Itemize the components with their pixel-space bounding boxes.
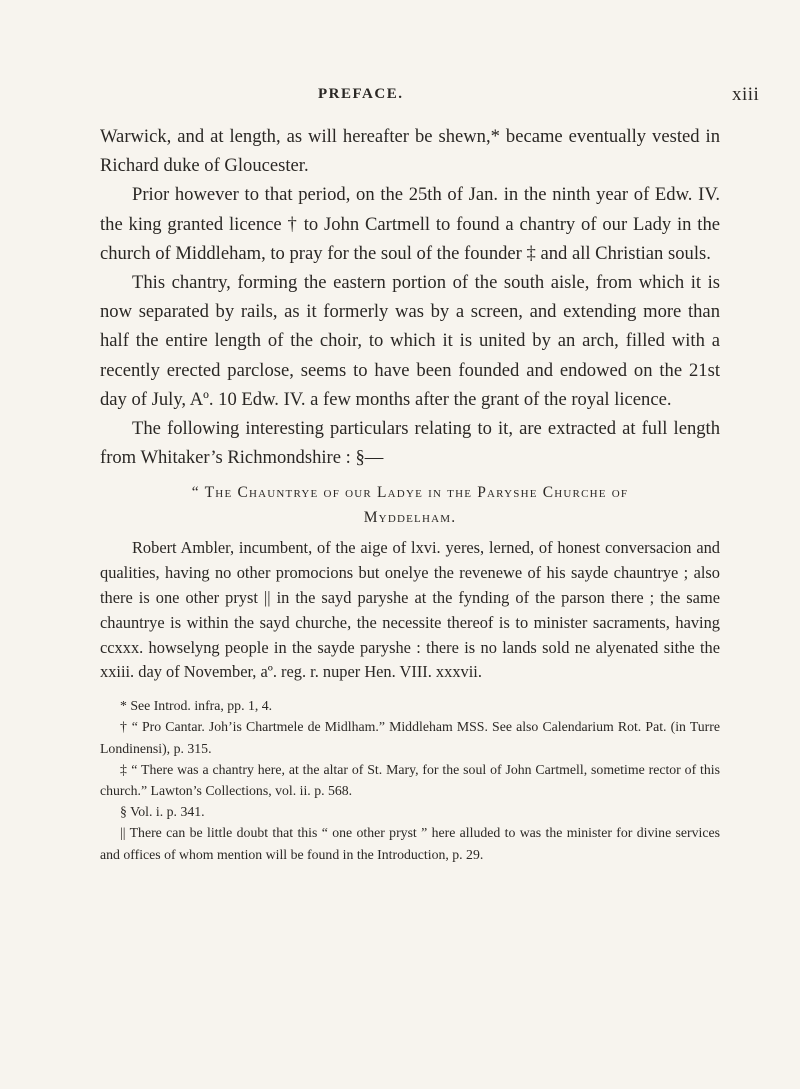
quoted-record-text: Robert Ambler, incumbent, of the aige of lxvi. yeres, lerned, of honest conversacion and qualities, having no other promocions but onelye the revenewe of his sayde chauntrye ; also there is one other pryst || in the sayd paryshe at the fynding of the parson there ; the same chauntrye is within the sayd churche, the necessite thereof is to minister sacraments, having ccxxx. howselyng people in the sayde paryshe : there is no lands sold ne alyenated sithe the xxiii. day of November, aº. reg. r. nuper Hen. VIII. xxxvii. xyxy=(100,538,720,682)
paragraph-4: The following interesting particulars relating to it, are extracted at full length from Whitaker’s Richmondshire : §— xyxy=(100,418,720,469)
page-number: xiii xyxy=(732,84,760,105)
footnotes xyxy=(100,695,720,865)
quoted-heading xyxy=(100,480,720,530)
footnote-3: ‡ “ There was a chantry here, at the altar of St. Mary, for the soul of John Cartmell, sometime rector of this church.” Lawton’s Collections, vol. ii. p. 568. xyxy=(100,761,720,799)
paragraph-3: This chantry, forming the eastern portion of the south aisle, from which it is now separated by rails, as it formerly was by a screen, and extending more than half the entire length of the choir, to which it is united by an arch, filled with a recently erected parclose, seems to have been founded and endowed on the 21st day of July, Aº. 10 Edw. IV. a few months after the grant of the royal licence. xyxy=(100,272,720,410)
quoted-heading-line-2: Myddelham. xyxy=(363,509,457,527)
running-title: PREFACE. xyxy=(318,86,404,102)
paragraph-2: Prior however to that period, on the 25th of Jan. in the ninth year of Edw. IV. the king granted licence † to John Cartmell to found a chantry of our Lady in the church of Middleham, to pray for the soul of the founder ‡ and all Christian souls. xyxy=(100,184,720,264)
footnote-2: † “ Pro Cantar. Joh’is Chartmele de Midlham.” Middleham MSS. See also Calendarium Rot. Pat. (in Turre Londinensi), p. 315. xyxy=(100,719,720,756)
footnote-1: * See Introd. infra, pp. 1, 4. xyxy=(120,698,273,714)
quoted-record xyxy=(100,536,720,685)
page-header xyxy=(0,86,800,110)
footnote-5: || There can be little doubt that this “ one other pryst ” here alluded to was the minister for divine services and offices of whom mention will be found in the Introduction, p. 29. xyxy=(100,825,720,862)
footnote-4: § Vol. i. p. 341. xyxy=(120,804,205,820)
main-text xyxy=(100,122,720,865)
quoted-heading-line-1: “ The Chauntrye of our Ladye in the Paryshe Churche of xyxy=(191,484,629,502)
paragraph-1: Warwick, and at length, as will hereafter be shewn,* became eventually vested in Richard duke of Gloucester. xyxy=(100,126,720,177)
